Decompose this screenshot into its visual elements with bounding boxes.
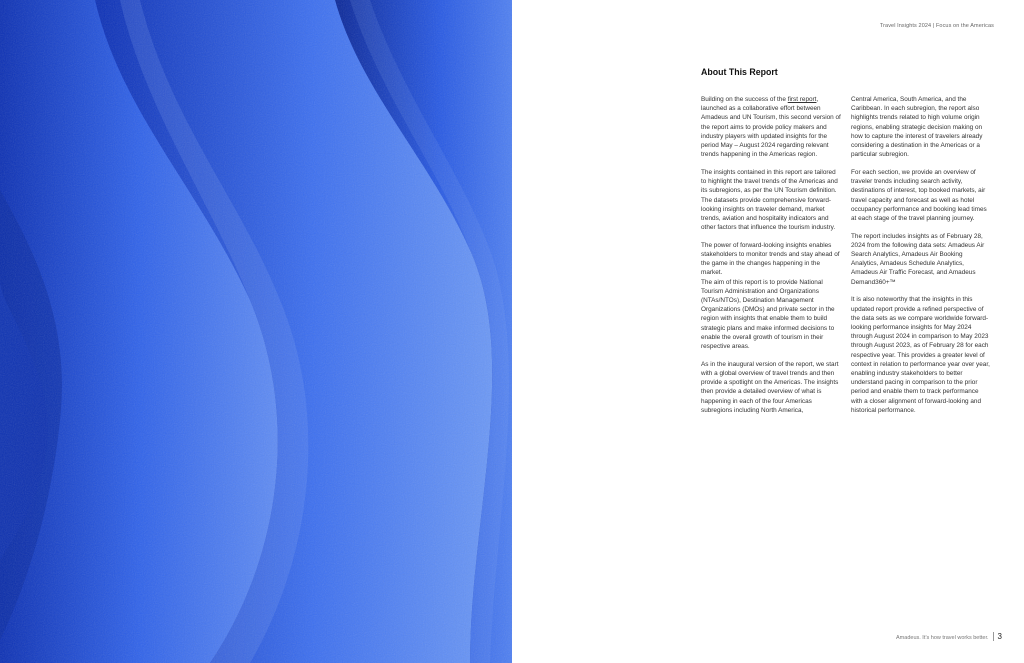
first-report-link[interactable]: first report — [787, 96, 817, 103]
paragraph: Central America, South America, and the Caribbean. In each subregion, the report also highlights trends related to high volume origin regions, enabling strategic decision making on how to capture the interest of travelers already considering a destination in the Americas or a particular subregion. — [851, 96, 983, 159]
paragraph: The power of forward-looking insights enables stakeholders to monitor trends and stay ahead of the game in the changes happening in the market. — [701, 241, 840, 277]
report-page — [512, 0, 1024, 663]
paragraph: As in the inaugural version of the report, we start with a global overview of travel trends and then provide a spotlight on the Americas. The insights then provide a detailed overview of what is happening in each of the four Americas subregions including North America, — [701, 360, 839, 414]
paragraph: For each section, we provide an overview of traveler trends including search activity, destinations of interest, top booked markets, air travel capacity and forecast as well as hotel occupancy performance and booking lead times at each stage of the travel planning journey. — [851, 168, 987, 222]
paragraph: The insights contained in this report are tailored to highlight the travel trends of the Americas and its subregions, as per the UN Tourism definition. The datasets provide comprehensive forward-looking insights on traveler demand, market trends, aviation and hospitality indicators and other factors that influence the tourism industry. — [701, 168, 838, 232]
running-header: Travel Insights 2024 | Focus on the Americas — [879, 23, 994, 29]
paragraph-text: , launched as a collaborative effort between Amadeus and UN Tourism, this second version of the report aims to provide policy makers and industry players with updated insights for the period May – August 2024 regarding relevant trends happening in the Americas region. — [701, 96, 841, 159]
paragraph: The aim of this report is to provide National Tourism Administration and Organizations (NTAs/NTOs), Destination Management Organizations (DMOs) and private sector in the region with insights that enable them to build strategic plans and make informed decisions to enable the overall growth of tourism in their respective areas. — [701, 278, 835, 351]
paragraph — [701, 95, 841, 159]
footer-tagline: Amadeus. It’s how travel works better. — [896, 635, 989, 641]
text-column-left — [701, 95, 841, 424]
paragraph-text: Building on the success of the — [701, 96, 788, 103]
paragraph: The report includes insights as of February 28, 2024 from the following data sets: Amadeus Air Search Analytics, Amadeus Air Booking Analytics, Amadeus Schedule Analytics, Amadeus Air Traffic Forecast, and Amadeus Demand360+™ — [851, 232, 985, 286]
paragraph: It is also noteworthy that the insights in this updated report provide a refined perspective of the data sets as we compare worldwide forward-looking performance insights for May 2024 through August 2024 in comparison to May 2023 through August 2023, as of February 28 for each respective year. This provides a greater level of context in relation to performance year over year, enabling industry stakeholders to better understand pacing in comparison to the prior period and enable them to track performance with a closer alignment of forward-looking and historical performance. — [851, 296, 990, 414]
page-number: 3 — [993, 632, 1002, 641]
page-title: About This Report — [701, 67, 778, 77]
text-column-right — [851, 95, 991, 424]
page-footer — [896, 632, 1002, 641]
